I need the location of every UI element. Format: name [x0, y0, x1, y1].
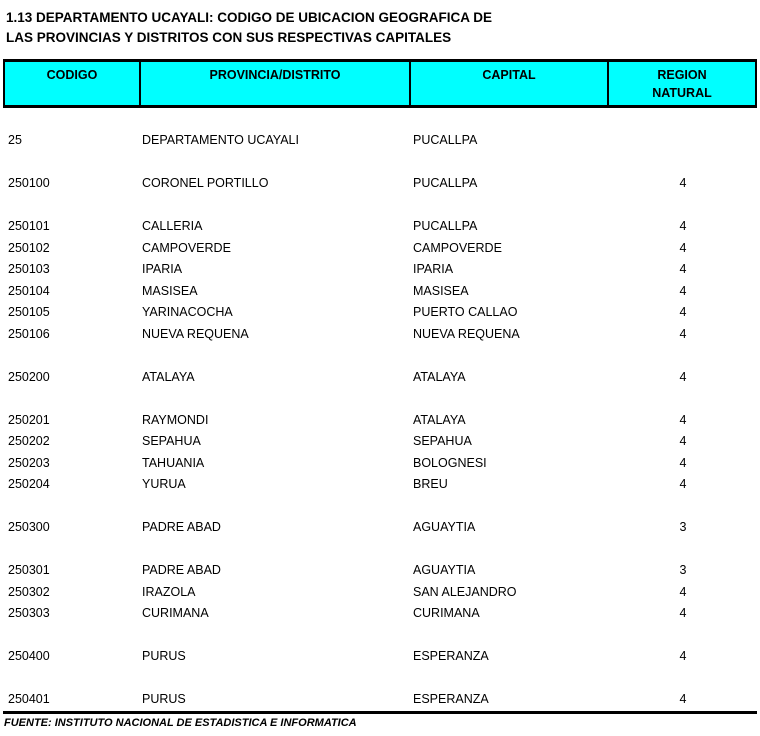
table-row	[0, 238, 760, 260]
row-spacer	[0, 345, 760, 367]
table-row	[0, 560, 760, 582]
cell-capital: NUEVA REQUENA	[413, 326, 520, 341]
cell-codigo: 25	[8, 133, 22, 147]
cell-capital: ATALAYA	[413, 369, 466, 384]
cell-codigo: 250101	[8, 219, 50, 233]
cell-capital: ATALAYA	[413, 412, 466, 427]
header-region-line2: NATURAL	[652, 86, 712, 100]
cell-codigo: 250203	[8, 455, 50, 470]
row-spacer	[0, 496, 760, 518]
cell-region-natural: 4	[679, 240, 687, 255]
cell-provincia-distrito: IRAZOLA	[142, 584, 196, 599]
cell-provincia-distrito: PADRE ABAD	[142, 520, 221, 534]
table-row	[0, 410, 760, 432]
cell-capital: BREU	[413, 477, 448, 491]
cell-provincia-distrito: SEPAHUA	[142, 434, 201, 448]
table-row	[0, 431, 760, 453]
cell-provincia-distrito: TAHUANIA	[142, 455, 205, 470]
cell-codigo: 250300	[8, 520, 50, 534]
row-spacer	[0, 388, 760, 410]
table-bottom-rule	[3, 711, 757, 714]
cell-provincia-distrito: PADRE ABAD	[142, 563, 221, 577]
header-region-natural	[609, 62, 755, 105]
cell-region-natural: 4	[679, 606, 687, 620]
cell-provincia-distrito: YARINACOCHA	[142, 305, 233, 319]
table-body	[0, 130, 760, 711]
cell-codigo: 250204	[8, 477, 50, 491]
cell-provincia-distrito: IPARIA	[142, 262, 183, 276]
cell-codigo: 250301	[8, 563, 50, 577]
cell-region-natural: 4	[679, 369, 687, 384]
table-header	[3, 59, 757, 108]
cell-codigo: 250201	[8, 412, 50, 427]
table-row	[0, 173, 760, 195]
cell-codigo: 250303	[8, 606, 50, 620]
cell-capital: IPARIA	[413, 262, 454, 276]
cell-provincia-distrito: DEPARTAMENTO UCAYALI	[142, 133, 299, 147]
table-row	[0, 324, 760, 346]
table-row	[0, 216, 760, 238]
cell-provincia-distrito: CORONEL PORTILLO	[142, 176, 269, 190]
cell-region-natural: 4	[679, 584, 687, 599]
header-capital: CAPITAL	[411, 62, 609, 105]
cell-codigo: 250104	[8, 283, 50, 298]
cell-capital: AGUAYTIA	[413, 520, 476, 534]
cell-region-natural: 4	[679, 326, 687, 341]
cell-codigo: 250103	[8, 262, 50, 276]
cell-region-natural: 3	[679, 563, 687, 577]
cell-codigo: 250302	[8, 584, 50, 599]
page-title	[6, 8, 760, 48]
table-row	[0, 603, 760, 625]
cell-capital: CURIMANA	[413, 606, 480, 620]
table-row	[0, 689, 760, 711]
row-spacer	[0, 539, 760, 561]
table-row	[0, 517, 760, 539]
cell-provincia-distrito: CALLERIA	[142, 219, 203, 233]
cell-provincia-distrito: RAYMONDI	[142, 412, 209, 427]
cell-capital: MASISEA	[413, 283, 469, 298]
cell-provincia-distrito: ATALAYA	[142, 369, 195, 384]
page-title-line2: LAS PROVINCIAS Y DISTRITOS CON SUS RESPECTIVAS CAPITALES	[6, 30, 452, 45]
table-row	[0, 281, 760, 303]
cell-region-natural: 3	[679, 520, 687, 534]
cell-provincia-distrito: CAMPOVERDE	[142, 240, 231, 255]
row-spacer	[0, 152, 760, 174]
row-spacer	[0, 195, 760, 217]
cell-capital: PUCALLPA	[413, 133, 478, 147]
row-spacer	[0, 668, 760, 690]
cell-capital: SEPAHUA	[413, 434, 472, 448]
cell-codigo: 250401	[8, 692, 50, 706]
cell-codigo: 250200	[8, 369, 50, 384]
cell-codigo: 250106	[8, 326, 50, 341]
table-row	[0, 582, 760, 604]
table-row	[0, 453, 760, 475]
cell-region-natural: 4	[679, 305, 687, 319]
header-provincia-distrito: PROVINCIA/DISTRITO	[141, 62, 411, 105]
table-row	[0, 474, 760, 496]
cell-region-natural: 4	[679, 477, 687, 491]
cell-codigo: 250102	[8, 240, 50, 255]
table-row	[0, 130, 760, 152]
cell-codigo: 250202	[8, 434, 50, 448]
header-codigo: CODIGO	[5, 62, 141, 105]
page-title-line1: 1.13 DEPARTAMENTO UCAYALI: CODIGO DE UBICACION GEOGRAFICA DE	[6, 10, 493, 25]
header-region-line1: REGION	[657, 68, 707, 82]
source-note: FUENTE: INSTITUTO NACIONAL DE ESTADISTICA E INFORMATICA	[4, 716, 357, 729]
cell-provincia-distrito: MASISEA	[142, 283, 198, 298]
table-row	[0, 302, 760, 324]
cell-capital: BOLOGNESI	[413, 455, 487, 470]
cell-capital: PUERTO CALLAO	[413, 305, 518, 319]
cell-provincia-distrito: PURUS	[142, 692, 186, 706]
cell-region-natural	[609, 130, 757, 152]
cell-capital: ESPERANZA	[413, 649, 489, 663]
cell-capital: AGUAYTIA	[413, 563, 476, 577]
cell-region-natural: 4	[679, 455, 687, 470]
cell-region-natural: 4	[679, 692, 687, 706]
cell-region-natural: 4	[679, 219, 687, 233]
cell-provincia-distrito: CURIMANA	[142, 606, 209, 620]
row-spacer	[0, 625, 760, 647]
cell-region-natural: 4	[679, 262, 687, 276]
cell-capital: PUCALLPA	[413, 219, 478, 233]
cell-region-natural: 4	[679, 412, 687, 427]
cell-codigo: 250105	[8, 305, 50, 319]
cell-provincia-distrito: PURUS	[142, 649, 186, 663]
cell-capital: CAMPOVERDE	[413, 240, 502, 255]
cell-provincia-distrito: NUEVA REQUENA	[142, 326, 249, 341]
cell-capital: PUCALLPA	[413, 176, 478, 190]
cell-region-natural: 4	[679, 176, 687, 190]
cell-capital: ESPERANZA	[413, 692, 489, 706]
cell-region-natural: 4	[679, 434, 687, 448]
cell-provincia-distrito: YURUA	[142, 477, 186, 491]
table-row	[0, 259, 760, 281]
cell-region-natural: 4	[679, 649, 687, 663]
cell-codigo: 250400	[8, 649, 50, 663]
table-row	[0, 367, 760, 389]
cell-region-natural: 4	[679, 283, 687, 298]
table-row	[0, 646, 760, 668]
cell-capital: SAN ALEJANDRO	[413, 584, 517, 599]
cell-codigo: 250100	[8, 176, 50, 190]
